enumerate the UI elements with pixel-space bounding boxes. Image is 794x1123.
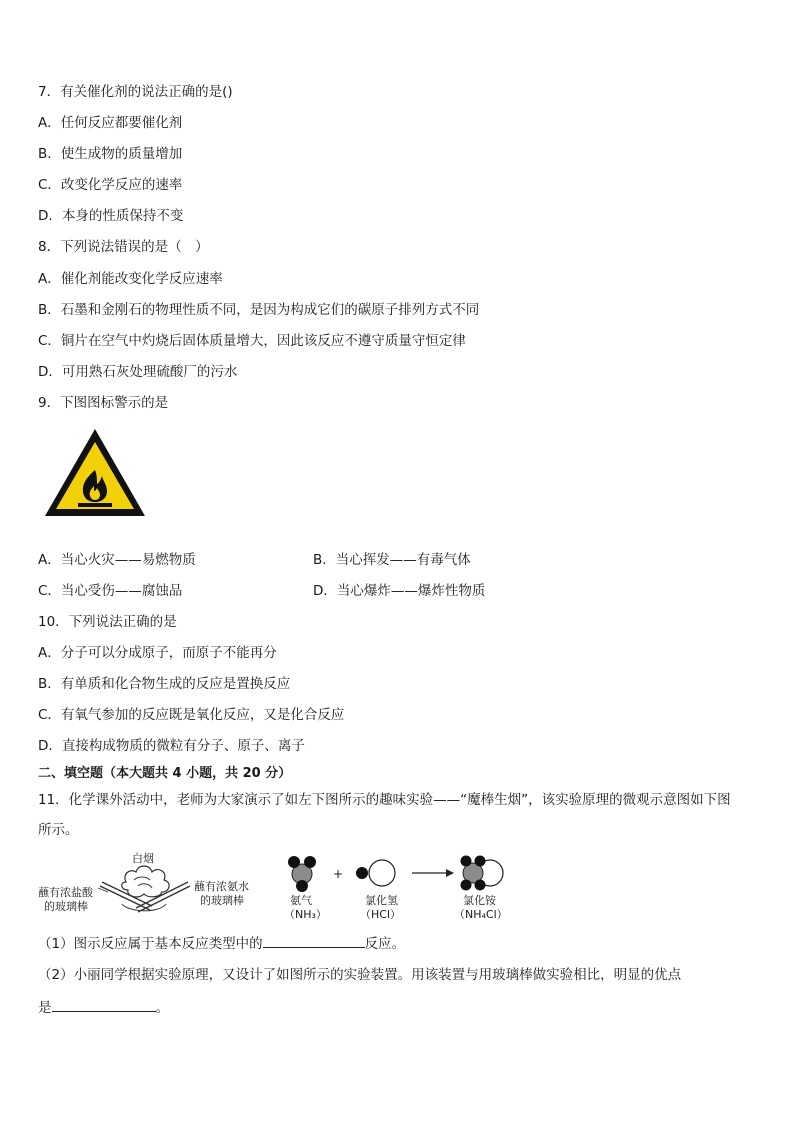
left-rod-label-2: 的玻璃棒 — [44, 900, 88, 913]
q11-sub1 — [38, 933, 405, 954]
q10-option-a: A．分子可以分成原子，而原子不能再分 — [38, 645, 277, 661]
micro-reaction-diagram — [280, 852, 520, 892]
q11-sub2-pre: 是 — [38, 1000, 52, 1016]
q8-option-d: D．可用熟石灰处理硫酸厂的污水 — [38, 364, 238, 380]
nh4cl-name: 氯化铵 — [463, 894, 496, 907]
hcl-formula: （HCl） — [360, 908, 402, 921]
section-heading: 二、填空题（本大题共 4 小题，共 20 分） — [38, 766, 292, 781]
q11-sub1-post: 反应。 — [364, 936, 406, 952]
hcl-molecule — [356, 860, 395, 886]
nh4cl-formula: （NH₄Cl） — [454, 908, 508, 921]
q11-sub1-answer-blank[interactable] — [263, 933, 365, 948]
q8-stem: 8．下列说法错误的是（ ） — [38, 239, 209, 255]
right-rod-label-2: 的玻璃棒 — [200, 894, 244, 907]
q11-stem-line2: 所示。 — [38, 822, 79, 838]
q10-option-b: B．有单质和化合物生成的反应是置换反应 — [38, 676, 291, 692]
q8-option-a: A．催化剂能改变化学反应速率 — [38, 271, 223, 287]
nh4cl-molecule — [461, 856, 504, 891]
q7-option-c: C．改变化学反应的速率 — [38, 177, 183, 193]
plus-sign: + — [333, 867, 344, 881]
hcl-name: 氯化氢 — [365, 894, 398, 907]
q9-option-d: D．当心爆炸——爆炸性物质 — [313, 583, 486, 599]
q8-option-c: C．铜片在空气中灼烧后固体质量增大，因此该反应不遵守质量守恒定律 — [38, 333, 466, 349]
q8-option-b: B．石墨和金刚石的物理性质不同，是因为构成它们的碳原子排列方式不同 — [38, 302, 480, 318]
q7-stem: 7．有关催化剂的说法正确的是() — [38, 84, 233, 100]
q9-stem: 9．下图图标警示的是 — [38, 395, 169, 411]
q9-option-b: B．当心挥发——有毒气体 — [313, 552, 471, 568]
q11-stem-line1: 11．化学课外活动中，老师为大家演示了如左下图所示的趣味实验——“魔棒生烟”，该实验原理的微观示意图如下图 — [38, 792, 731, 808]
nh3-name: 氨气 — [290, 894, 312, 907]
flammable-warning-icon — [42, 426, 148, 520]
nh3-molecule — [288, 856, 316, 892]
q7-option-a: A．任何反应都要催化剂 — [38, 115, 183, 131]
right-rod-label-1: 蘸有浓氨水 — [194, 880, 249, 893]
q11-sub2-line1: （2）小丽同学根据实验原理，又设计了如图所示的实验装置。用该装置与用玻璃棒做实验相比，明显的优点 — [38, 967, 682, 983]
q10-option-d: D．直接构成物质的微粒有分子、原子、离子 — [38, 738, 305, 754]
q11-sub2 — [38, 997, 169, 1018]
experiment-figure — [38, 850, 268, 925]
q11-sub2-post: 。 — [155, 1000, 169, 1016]
q11-sub2-answer-blank[interactable] — [52, 997, 156, 1012]
smoke-label: 白烟 — [132, 852, 154, 865]
q7-option-d: D．本身的性质保持不变 — [38, 208, 184, 224]
q9-option-c: C．当心受伤——腐蚀品 — [38, 583, 183, 599]
q10-option-c: C．有氧气参加的反应既是氧化反应，又是化合反应 — [38, 707, 345, 723]
q10-stem: 10．下列说法正确的是 — [38, 614, 177, 630]
q9-option-a: A．当心火灾——易燃物质 — [38, 552, 196, 568]
q11-sub1-pre: （1）图示反应属于基本反应类型中的 — [38, 936, 263, 952]
left-rod-label-1: 蘸有浓盐酸 — [38, 886, 93, 899]
q7-option-b: B．使生成物的质量增加 — [38, 146, 183, 162]
nh3-formula: （NH₃） — [284, 908, 327, 921]
